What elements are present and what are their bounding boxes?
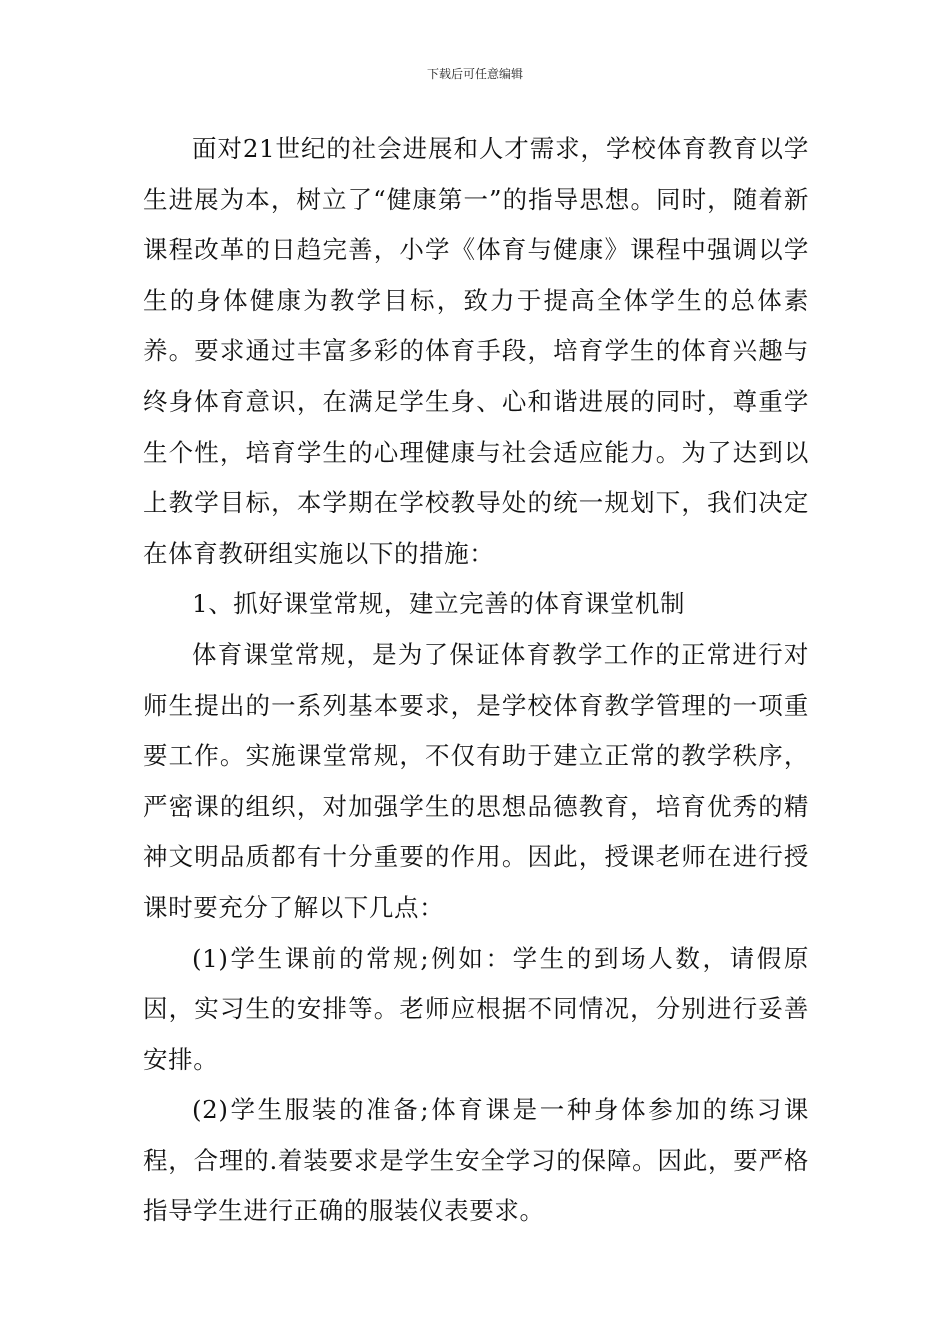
- paragraph-intro: 面对21世纪的社会进展和人才需求，学校体育教育以学生进展为本，树立了“健康第一”的指导思想。同时，随着新课程改革的日趋完善，小学《体育与健康》课程中强调以学生的身体健康为教学目标，致力于提高全体学生的总体素养。要求通过丰富多彩的体育手段，培育学生的体育兴趣与终身体育意识，在满足学生身、心和谐进展的同时，尊重学生个性，培育学生的心理健康与社会适应能力。为了达到以上教学目标，本学期在学校教导处的统一规划下，我们决定在体育教研组实施以下的措施：: [143, 134, 809, 568]
- list-item-2: (2)学生服装的准备;体育课是一种身体参加的练习课程，合理的.着装要求是学生安全学习的保障。因此，要严格指导学生进行正确的服装仪表要求。: [143, 1095, 809, 1226]
- section-heading-1: 1、抓好课堂常规，建立完善的体育课堂机制: [192, 589, 686, 619]
- list-item-1: (1)学生课前的常规;例如：学生的到场人数，请假原因，实习生的安排等。老师应根据不同情况，分别进行妥善安排。: [143, 943, 809, 1074]
- document-body: [143, 124, 809, 1237]
- paragraph-classroom-rules: 体育课堂常规，是为了保证体育教学工作的正常进行对师生提出的一系列基本要求，是学校体育教学管理的一项重要工作。实施课堂常规，不仅有助于建立正常的教学秩序，严密课的组织，对加强学生的思想品德教育，培育优秀的精神文明品质都有十分重要的作用。因此，授课老师在进行授课时要充分了解以下几点：: [143, 639, 809, 922]
- page-header-note: 下载后可任意编辑: [426, 67, 523, 81]
